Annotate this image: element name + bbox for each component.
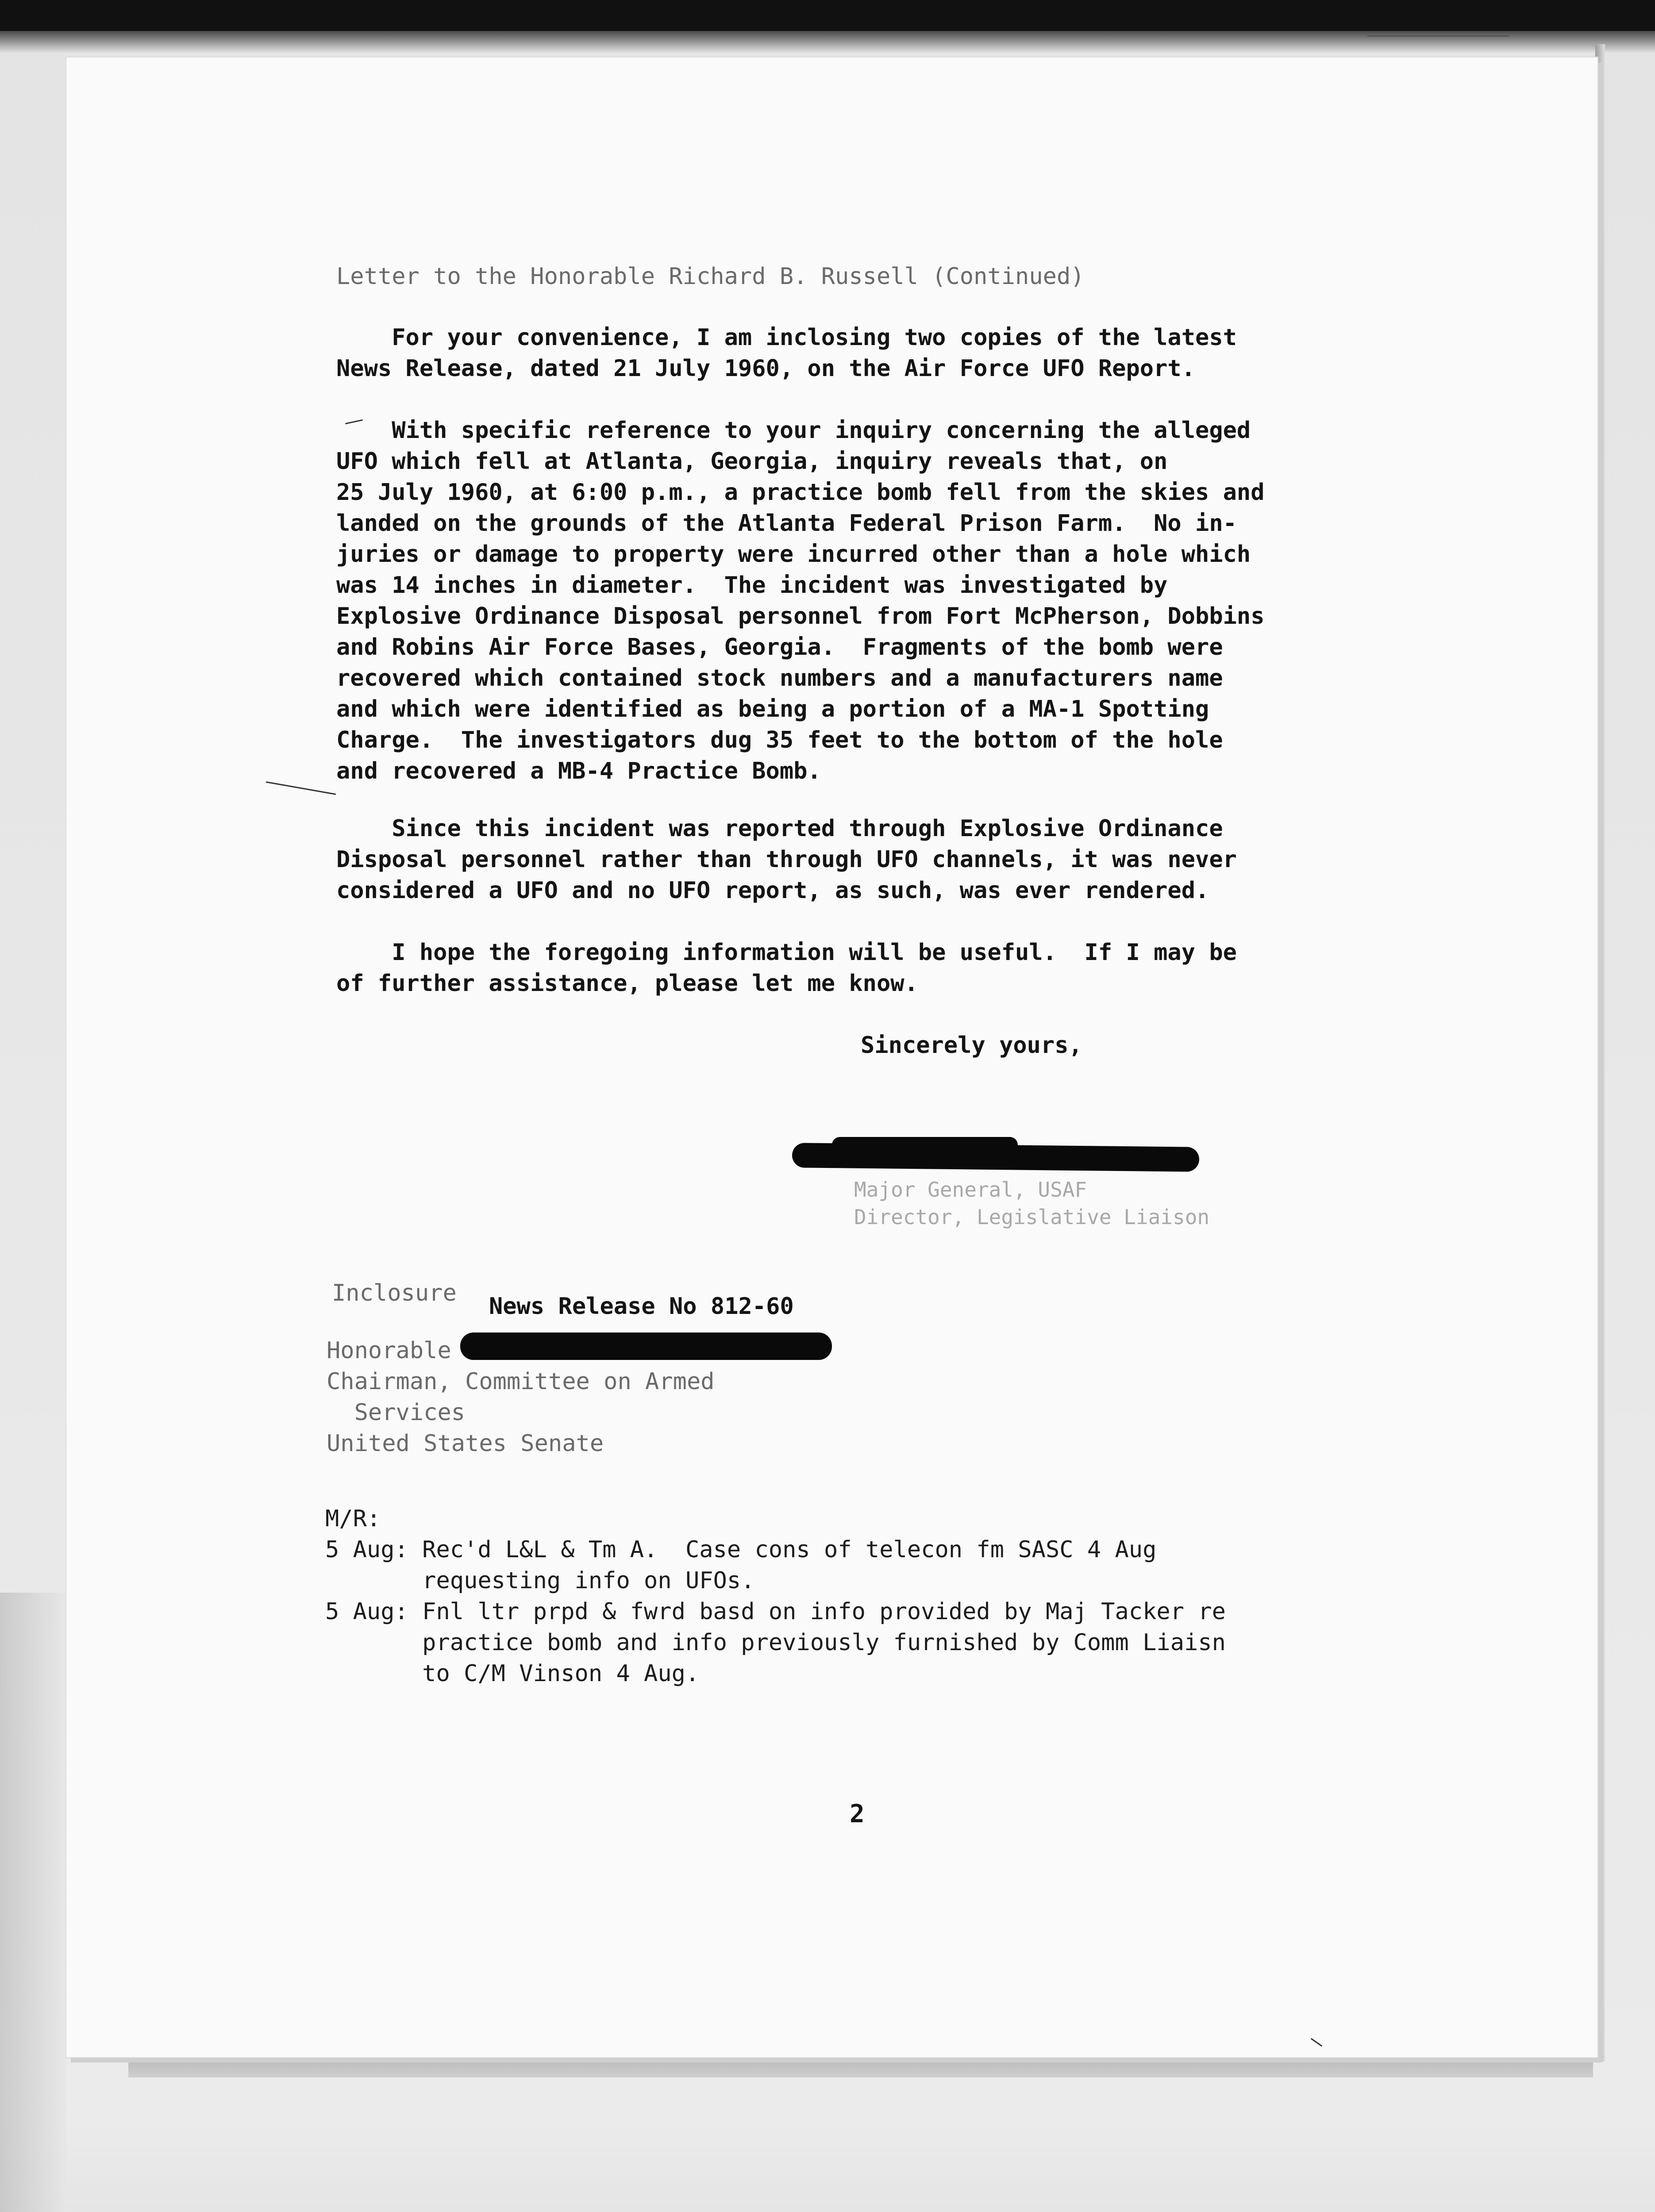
signature-redaction bbox=[792, 1143, 1200, 1172]
sheet-edge-bottom bbox=[128, 2057, 1593, 2078]
complimentary-close: Sincerely yours, bbox=[861, 1032, 1082, 1059]
enclosure-label: Inclosure bbox=[332, 1280, 457, 1306]
paragraph-channels: Since this incident was reported through Explosive Ordinance Disposal personnel rather than through UFO channels, it was never considered a UFO and no UFO report, as such, was ever rendered. bbox=[336, 815, 1237, 904]
paragraph-incident: With specific reference to your inquiry concerning the alleged UFO which fell at Atlanta, Georgia, inquiry reveals that, on 25 July 1960, at 6:00 p.m., a practice bomb fell from the skies and landed on the grounds of the Atlanta Federal Prison Farm. No in- juries or damage to property were incurred other than a hole which was 14 inches in diameter. The incident was investigated by Explosive Ordinance Disposal personnel from Fort McPherson, Dobbins and Robins Air Force Bases, Georgia. Fragments of the bomb were recovered which contained stock numbers and a manufacturers name and which were identified as being a portion of a MA-1 Spotting Charge. The investigators dug 35 feet to the bottom of the hole and recovered a MB-4 Practice Bomb. bbox=[336, 417, 1265, 784]
sheet-fold bbox=[0, 1593, 66, 2212]
page-number: 2 bbox=[850, 1800, 865, 1828]
film-border-top bbox=[0, 0, 1655, 31]
enclosure-item: News Release No 812-60 bbox=[489, 1293, 794, 1320]
addressee-block: Honorable Chairman, Committee on Armed Services United States Senate bbox=[327, 1337, 715, 1457]
addressee-redaction bbox=[460, 1333, 832, 1360]
memo-for-record: M/R: 5 Aug: Rec'd L&L & Tm A. Case cons of telecon fm SASC 4 Aug requesting info on UFOs. 5 Aug: Fnl ltr prpd & fwrd basd on info provided by Maj Tacker re practice bomb and info previously furnished by Comm Liaisn to C/M Vinson 4 Aug. bbox=[325, 1505, 1226, 1687]
signature-title: Major General, USAF Director, Legislative Liaison bbox=[854, 1178, 1210, 1229]
paragraph-closing: I hope the foregoing information will be useful. If I may be of further assistance, please let me know. bbox=[336, 939, 1237, 997]
film-scratch bbox=[1367, 35, 1509, 37]
paragraph-news-release: For your convenience, I am inclosing two copies of the latest News Release, dated 21 July 1960, on the Air Force UFO Report. bbox=[336, 324, 1237, 382]
letter-heading: Letter to the Honorable Richard B. Russell (Continued) bbox=[336, 263, 1085, 290]
